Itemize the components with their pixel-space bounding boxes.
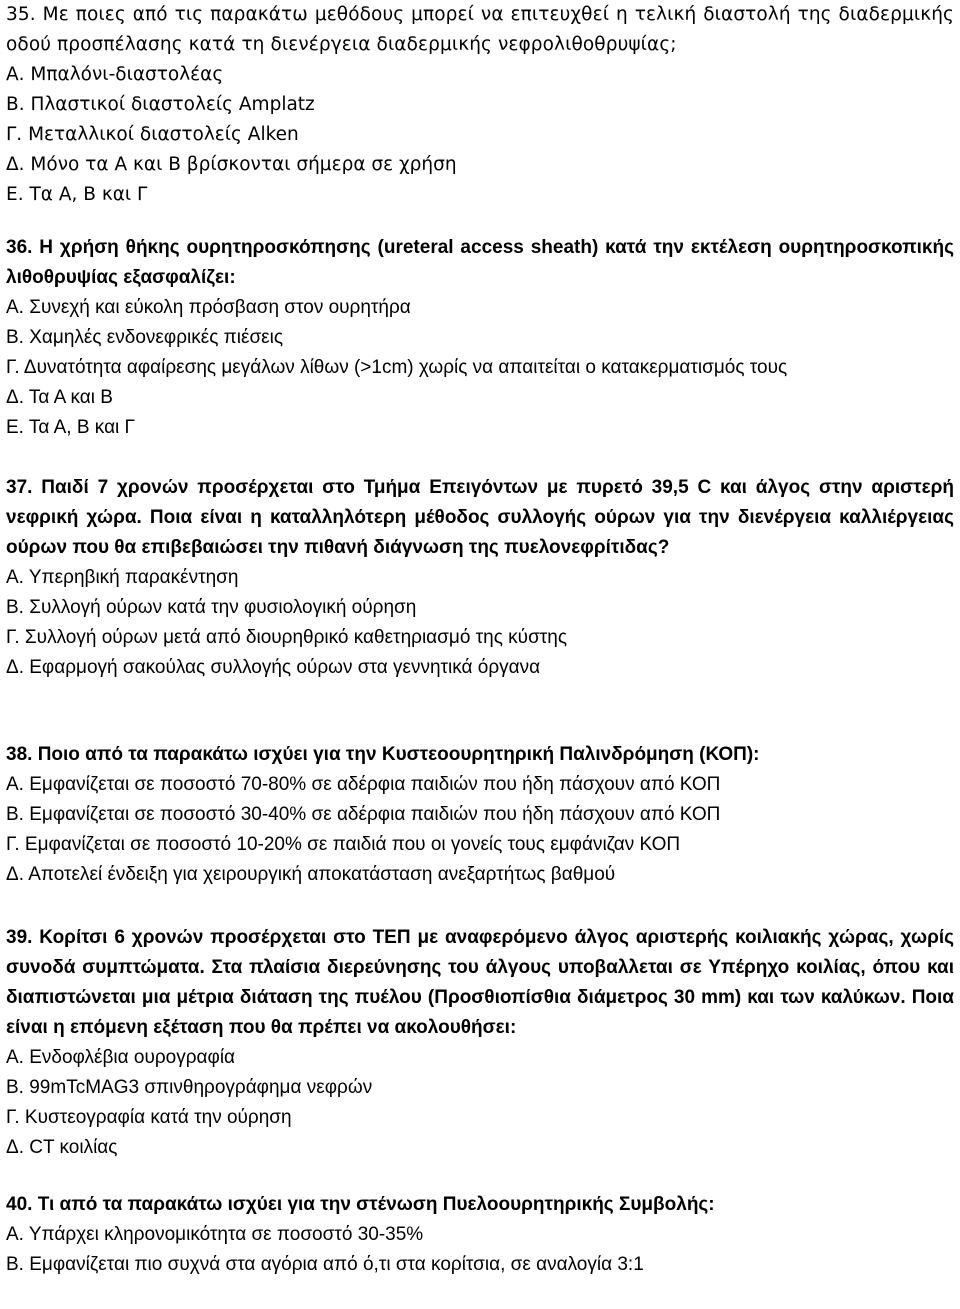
- answer-option: Δ. Αποτελεί ένδειξη για χειρουργική αποκατάσταση ανεξαρτήτως βαθμού: [6, 864, 616, 885]
- answer-option: Δ. CT κοιλίας: [6, 1137, 118, 1158]
- answer-option: Α. Συνεχή και εύκολη πρόσβαση στον ουρητήρα: [6, 297, 411, 318]
- answer-option: Δ. Μόνο τα Α και Β βρίσκονται σήμερα σε χρήση: [6, 154, 457, 175]
- question-40: [6, 1190, 954, 1280]
- answer-option: Γ. Εμφανίζεται σε ποσοστό 10-20% σε παιδιά που οι γονείς τους εμφάνιζαν ΚΟΠ: [6, 834, 681, 855]
- answer-option: Γ. Συλλογή ούρων μετά από διουρηθρικό καθετηριασμό της κύστης: [6, 627, 568, 648]
- question-36: [6, 233, 954, 443]
- answer-option: Γ. Κυστεογραφία κατά την ούρηση: [6, 1107, 292, 1128]
- question-stem: 40. Τι από τα παρακάτω ισχύει για την στένωση Πυελοουρητηρικής Συμβολής:: [6, 1194, 715, 1215]
- question-38: [6, 740, 954, 890]
- answer-option: Ε. Τα Α, Β και Γ: [6, 184, 148, 205]
- answer-option: Γ. Μεταλλικοί διαστολείς Alken: [6, 124, 299, 145]
- question-stem: 37. Παιδί 7 χρονών προσέρχεται στο Τμήμα Επειγόντων με πυρετό 39,5 C και άλγος στην αριστερή νεφρική χώρα. Ποια είναι η καταλληλότερη μέθοδος συλλογής ούρων για την διενέργεια καλλιέργειας ούρων που θα επιβεβαιώσει την πιθανή διάγνωση της πυελονεφρίτιδας?: [6, 477, 954, 558]
- answer-option: Γ. Δυνατότητα αφαίρεσης μεγάλων λίθων (>1cm) χωρίς να απαιτείται ο κατακερματισμός τους: [6, 357, 788, 378]
- question-stem: 36. Η χρήση θήκης ουρητηροσκόπησης (ureteral access sheath) κατά την εκτέλεση ουρητηροσκοπικής λιθοθρυψίας εξασφαλίζει:: [6, 237, 954, 288]
- answer-option: Α. Μπαλόνι-διαστολέας: [6, 64, 224, 85]
- answer-option: Β. 99mTcMAG3 σπινθηρογράφημα νεφρών: [6, 1077, 373, 1098]
- answer-option: Δ. Εφαρμογή σακούλας συλλογής ούρων στα γεννητικά όργανα: [6, 657, 541, 678]
- question-35: [6, 0, 954, 210]
- question-stem: 35. Με ποιες από τις παρακάτω μεθόδους μπορεί να επιτευχθεί η τελική διαστολή της διαδερμικής οδού προσπέλασης κατά τη διενέργεια διαδερμικής νεφρολιθοθρυψίας;: [6, 4, 954, 55]
- question-stem: 38. Ποιο από τα παρακάτω ισχύει για την Κυστεοουρητηρική Παλινδρόμηση (ΚΟΠ):: [6, 744, 760, 765]
- answer-option: Δ. Τα Α και Β: [6, 387, 113, 408]
- answer-option: Β. Συλλογή ούρων κατά την φυσιολογική ούρηση: [6, 597, 417, 618]
- question-stem: 39. Κορίτσι 6 χρονών προσέρχεται στο ΤΕΠ με αναφερόμενο άλγος αριστερής κοιλιακής χώρας, χωρίς συνοδά συμπτώματα. Στα πλαίσια διερεύνησης του άλγους υποβαλλεται σε Υπέρηχο κοιλίας, όπου και διαπιστώνεται μια μέτρια διάταση της πυέλου (Προσθιοπίσθια διάμετρος 30 mm) και των καλύκων. Ποια είναι η επόμενη εξέταση που θα πρέπει να ακολουθήσει:: [6, 927, 954, 1038]
- answer-option: Α. Εμφανίζεται σε ποσοστό 70-80% σε αδέρφια παιδιών που ήδη πάσχουν από ΚΟΠ: [6, 774, 721, 795]
- answer-option: Α. Υπερηβική παρακέντηση: [6, 567, 239, 588]
- answer-option: Α. Υπάρχει κληρονομικότητα σε ποσοστό 30-35%: [6, 1224, 424, 1245]
- question-39: [6, 923, 954, 1163]
- answer-option: Β. Χαμηλές ενδονεφρικές πιέσεις: [6, 327, 284, 348]
- answer-option: Β. Πλαστικοί διαστολείς Amplatz: [6, 94, 315, 115]
- answer-option: Β. Εμφανίζεται σε ποσοστό 30-40% σε αδέρφια παιδιών που ήδη πάσχουν από ΚΟΠ: [6, 804, 721, 825]
- answer-option: Α. Ενδοφλέβια ουρογραφία: [6, 1047, 236, 1068]
- answer-option: Β. Εμφανίζεται πιο συχνά στα αγόρια από ό,τι στα κορίτσια, σε αναλογία 3:1: [6, 1254, 644, 1275]
- question-37: [6, 473, 954, 683]
- answer-option: Ε. Τα Α, Β και Γ: [6, 417, 136, 438]
